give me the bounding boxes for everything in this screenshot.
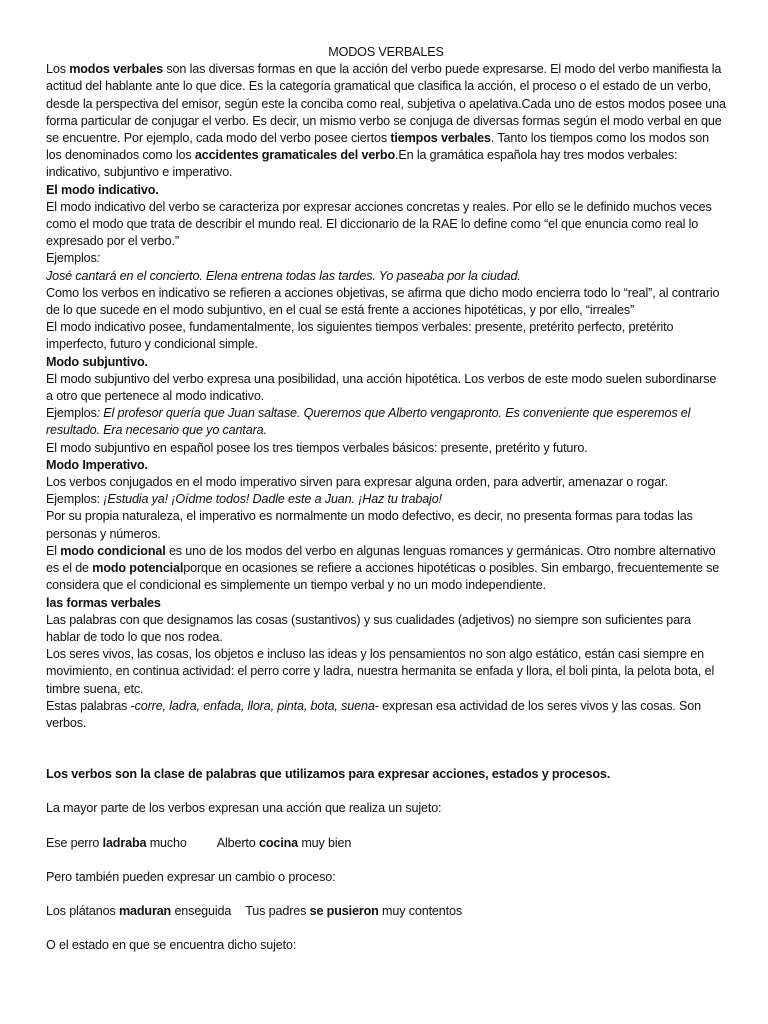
imperativo-examples bbox=[46, 491, 726, 508]
example-text: Los plátanos bbox=[46, 903, 119, 918]
subjuntivo-paragraph: El modo subjuntivo del verbo expresa una posibilidad, una acción hipotética. Los verbos de este modo suelen subordinarse a otro que pertenece al modo indicativo. bbox=[46, 371, 717, 404]
spacer bbox=[46, 818, 726, 835]
indicativo-paragraph: Como los verbos en indicativo se refieren a acciones objetivas, se afirma que dicho modo encierra todo lo “real”, al contrario de lo que sucede en el modo subjuntivo, en el cual se está frente a acciones hipotéticas, y por ello, “irreales” bbox=[46, 285, 720, 318]
examples-text: : El profesor quería que Juan saltase. Queremos que Alberto vengapronto. Es conveniente que esperemos el resultado. Era necesario que yo cantara. bbox=[46, 406, 691, 438]
example-text: Tus padres bbox=[245, 903, 310, 918]
imperativo-heading: Modo Imperativo. bbox=[46, 457, 148, 472]
spacer bbox=[46, 886, 726, 903]
indicativo-examples: José cantará en el concierto. Elena entrena todas las tardes. Yo paseaba por la ciudad. bbox=[46, 268, 521, 283]
intro-paragraph bbox=[46, 61, 726, 181]
example-text: muy contentos bbox=[378, 903, 462, 918]
intro-bold-term: tiempos verbales bbox=[390, 131, 491, 146]
intro-bold-term: modos verbales bbox=[69, 62, 164, 77]
condicional-bold-term: modo potencial bbox=[92, 561, 184, 576]
formas-heading: las formas verbales bbox=[46, 595, 161, 610]
imperativo-paragraph: Por su propia naturaleza, el imperativo es normalmente un modo defectivo, es decir, no presenta formas para todas las personas y números. bbox=[46, 509, 693, 541]
document-page bbox=[46, 44, 726, 954]
intro-text: . Tanto los tiempos como los modos son los denominados como los bbox=[46, 131, 709, 163]
example-text: enseguida bbox=[171, 903, 232, 918]
intro-bold-term: accidentes gramaticales del verbo bbox=[194, 148, 396, 163]
intro-text: .En la gramática española hay tres modos verbales: indicativo, subjuntivo e imperativo. bbox=[46, 148, 678, 180]
formas-paragraph: Los seres vivos, las cosas, los objetos e incluso las ideas y los pensamientos no son algo estático, están casi siempre en movimiento, en continua actividad: el perro corre y ladra, nuestra hermanita se enfada y llora, el boli pinta, la pelota bota, el timbre suena, etc. bbox=[46, 647, 715, 696]
formas-text: - expresan esa actividad de los seres vivos y las cosas. Son verbos. bbox=[46, 698, 701, 730]
intro-text: son las diversas formas en que la acción del verbo puede expresarse. El modo del verbo manifiesta la actitud del hablante ante lo que dice. Es la categoría gramatical que clasifica la acción, el proceso o el estado de un verbo, desde la perspectiva del emisor, según este la conciba como real, subjetiva o apelativa.Cada uno de estos modos posee una forma particular de conjugar el verbo. Es decir, un mismo verbo se conjuga de diversas formas según el modo verbal en que se encuentre. Por ejemplo, cada modo del verbo posee ciertos bbox=[46, 62, 726, 146]
lower-line: Pero también pueden expresar un cambio o proceso: bbox=[46, 869, 336, 884]
condicional-text: porque en ocasiones se refiere a acciones hipotéticas o posibles. Sin embargo, frecuentemente se considera que el condicional es simplemente un tiempo verbal y no un modo independiente. bbox=[46, 561, 720, 593]
indicativo-paragraph: El modo indicativo posee, fundamentalmente, los siguientes tiempos verbales: presente, pretérito perfecto, pretérito imperfecto, futuro y condicional simple. bbox=[46, 320, 674, 352]
formas-paragraph: Las palabras con que designamos las cosas (sustantivos) y sus cualidades (adjetivos) no siempre son suficientes para hablar de todo lo que nos rodea. bbox=[46, 612, 691, 644]
examples-colon: : bbox=[96, 251, 100, 266]
indicativo-paragraph: El modo indicativo del verbo se caracteriza por expresar acciones concretas y reales. Por ello se le definido muchos veces como el modo que trata de describir el mundo real. El diccionario de la RAE lo define como “el que enuncia como real lo expresado por el verbo.” bbox=[46, 199, 712, 249]
example-verb: maduran bbox=[118, 903, 172, 918]
condicional-paragraph bbox=[46, 543, 726, 595]
example-verb: cocina bbox=[258, 835, 298, 850]
formas-italic-verbs: corre, ladra, enfada, llora, pinta, bota, suena bbox=[134, 698, 375, 713]
example-verb: se pusieron bbox=[309, 903, 379, 918]
spacer bbox=[46, 783, 726, 800]
intro-text: Los bbox=[46, 62, 70, 77]
lower-line: O el estado en que se encuentra dicho sujeto: bbox=[46, 938, 297, 953]
formas-paragraph bbox=[46, 698, 726, 732]
example-verb: ladraba bbox=[102, 835, 147, 850]
indicativo-heading: El modo indicativo. bbox=[46, 182, 159, 197]
examples-label: Ejemplos: bbox=[46, 492, 104, 507]
condicional-text: El bbox=[46, 543, 61, 558]
example-text: Alberto bbox=[216, 835, 259, 850]
indicativo-examples-label bbox=[46, 250, 726, 267]
example-text: muy bien bbox=[297, 835, 352, 850]
spacer bbox=[46, 732, 726, 766]
examples-label: Ejemplos bbox=[46, 251, 97, 266]
page-title: MODOS VERBALES bbox=[328, 45, 444, 59]
condicional-bold-term: modo condicional bbox=[60, 543, 166, 558]
imperativo-paragraph: Los verbos conjugados en el modo imperativo sirven para expresar alguna orden, para advertir, amenazar o rogar. bbox=[46, 475, 668, 490]
verbs-definition: Los verbos son la clase de palabras que utilizamos para expresar acciones, estados y procesos. bbox=[46, 767, 611, 782]
condicional-text: es uno de los modos del verbo en algunas lenguas romances y germánicas. Otro nombre alternativo es el de bbox=[46, 543, 716, 576]
spacer bbox=[46, 852, 726, 869]
example-text: Ese perro bbox=[46, 835, 103, 850]
subjuntivo-paragraph: El modo subjuntivo en español posee los tres tiempos verbales básicos: presente, pretérito y futuro. bbox=[46, 440, 588, 455]
example-text: mucho bbox=[146, 835, 187, 850]
lower-line: La mayor parte de los verbos expresan una acción que realiza un sujeto: bbox=[46, 801, 442, 816]
subjuntivo-heading: Modo subjuntivo. bbox=[46, 354, 148, 369]
example-line bbox=[46, 903, 726, 920]
example-line bbox=[46, 835, 726, 852]
subjuntivo-examples bbox=[46, 405, 726, 439]
examples-text: ¡Estudia ya! ¡Oídme todos! Dadle este a Juan. ¡Haz tu trabajo! bbox=[103, 492, 442, 507]
spacer bbox=[46, 920, 726, 937]
examples-label: Ejemplos bbox=[46, 406, 97, 421]
formas-text: Estas palabras - bbox=[46, 698, 135, 713]
